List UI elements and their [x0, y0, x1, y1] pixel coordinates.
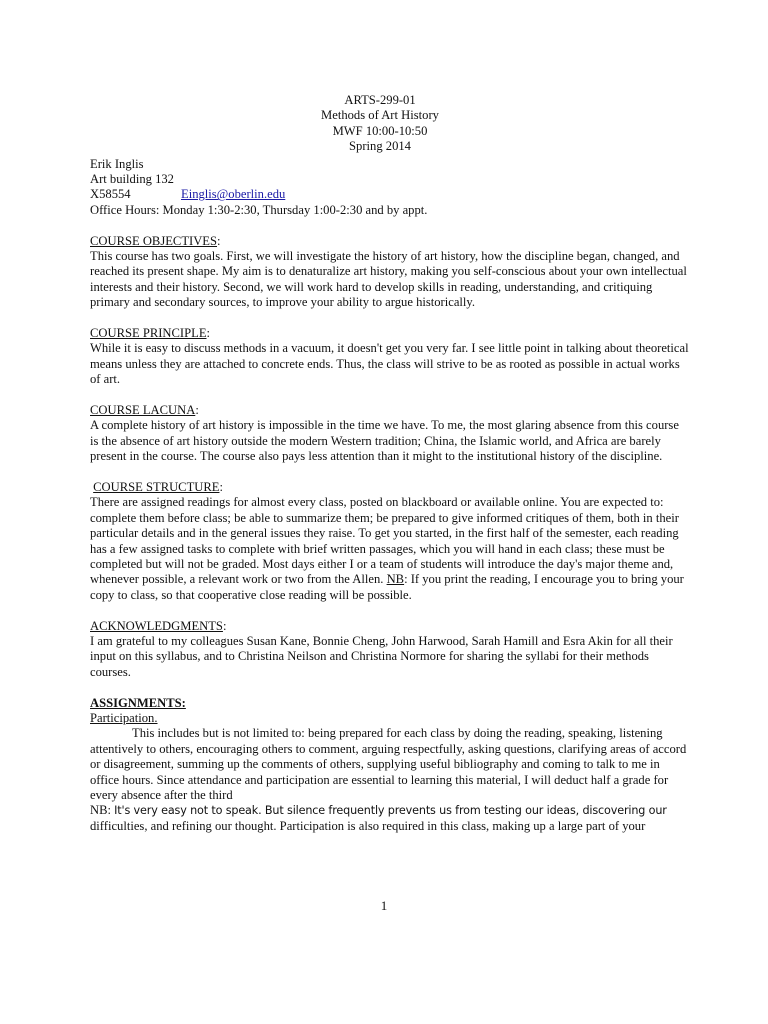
- course-principle-heading: COURSE PRINCIPLE: [90, 325, 207, 340]
- course-lacuna-section: [90, 403, 690, 465]
- heading-colon: :: [206, 325, 211, 340]
- heading-colon: :: [219, 479, 223, 494]
- course-objectives-text: This course has two goals. First, we will investigate the history of art history, how the discipline began, changed, and reached its present shape. My aim is to denaturalize art history, making you self-conscious about your own intellectual interests and their history. Second, we will work hard to develop skills in reading, understanding, and critiquing primary and secondary sources, to improve your ability to argue historically.: [90, 248, 687, 310]
- office-hours: Office Hours: Monday 1:30-2:30, Thursday 1:00-2:30 and by appt.: [90, 202, 428, 217]
- course-structure-text: [90, 495, 690, 603]
- nb-label: NB: [386, 572, 405, 587]
- heading-colon: :: [195, 402, 199, 417]
- page-number: 1: [380, 898, 388, 913]
- office-location: Art building 132: [90, 171, 174, 186]
- course-principle-section: [90, 326, 690, 388]
- course-objectives-heading: COURSE OBJECTIVES: [90, 233, 218, 248]
- course-principle-text: While it is easy to discuss methods in a vacuum, it doesn't get you very far. I see little point in talking about theoretical means unless they are attached to concrete ends. Thus, the class will strive to be as rooted as possible in actual works of art.: [90, 341, 689, 387]
- phone-extension: X58554: [90, 187, 131, 202]
- term: Spring 2014: [349, 139, 411, 154]
- acknowledgments-text: I am grateful to my colleagues Susan Kane, Bonnie Cheng, John Harwood, Sarah Hamill and Esra Akin for all their input on this syllabus, and to Christina Neilson and Christina Normore for sharing the syllabi for their methods courses.: [90, 634, 673, 679]
- nb-prefix: NB:: [90, 803, 115, 818]
- assignments-heading: ASSIGNMENTS:: [90, 695, 186, 710]
- course-lacuna-text: A complete history of art history is impossible in the time we have. To me, the most glaring absence from this course is the absence of art history outside the modern Western tradition; China, the Islamic world, and Africa are barely present in the course. The course also pays less attention than it might to the institutional history of the discipline.: [90, 418, 679, 464]
- instructor-name: Erik Inglis: [90, 156, 144, 171]
- email-link[interactable]: Einglis@oberlin.edu: [181, 187, 286, 202]
- course-code: ARTS-299-01: [344, 93, 416, 107]
- acknowledgments-section: [90, 619, 690, 681]
- assignments-section: [90, 696, 690, 835]
- nb-emphasis-text: It's very easy not to speak. But silence frequently prevents us from testing our ideas, discovering our: [114, 804, 667, 818]
- course-title: Methods of Art History: [321, 108, 439, 123]
- acknowledgments-heading: ACKNOWLEDGMENTS: [90, 618, 223, 633]
- heading-colon: :: [217, 233, 221, 248]
- instructor-contact: [90, 157, 690, 219]
- heading-colon: :: [222, 618, 227, 633]
- extension-email-row: [90, 187, 690, 202]
- course-header: [90, 93, 670, 155]
- course-lacuna-heading: COURSE LACUNA: [90, 402, 196, 417]
- course-structure-section: [90, 480, 690, 603]
- participation-nb: [90, 803, 690, 818]
- structure-text-main: There are assigned readings for almost every class, posted on blackboard or available online. You are expected to: complete them before class; be able to summarize them; be prepared to give informed critiques of them, both in their particular details and in the general issues they raise. To get you started, in the first half of the semester, each reading has a few assigned tasks to complete with brief written passages, which you will hand in each class; these must be completed but will not be graded. Most days either I or a team of students will introduce the day's major theme and, whenever possible, a relevant work or two from the Allen.: [90, 495, 679, 587]
- course-structure-heading: COURSE STRUCTURE: [93, 479, 220, 494]
- meeting-time: MWF 10:00-10:50: [332, 123, 428, 138]
- participation-subheading: Participation.: [90, 711, 158, 726]
- participation-text: This includes but is not limited to: being prepared for each class by doing the reading, speaking, listening attentively to others, encouraging others to comment, arguing respectfully, asking questions, clarifying areas of accord or disagreement, summing up the comments of others, supplying useful bibliography and coming to talk to me in office hours. Since attendance and participation are essential to learning this material, I will deduct half a grade for every absence after the third: [90, 726, 687, 803]
- structure-text-nb: : If you print the reading, I encourage you to bring your copy to class, so that cooperative close reading will be possible.: [90, 572, 684, 602]
- course-objectives-section: [90, 234, 690, 311]
- participation-nb-continued: difficulties, and refining our thought. Participation is also required in this class, making up a large part of your: [90, 818, 646, 833]
- syllabus-page: [90, 93, 690, 834]
